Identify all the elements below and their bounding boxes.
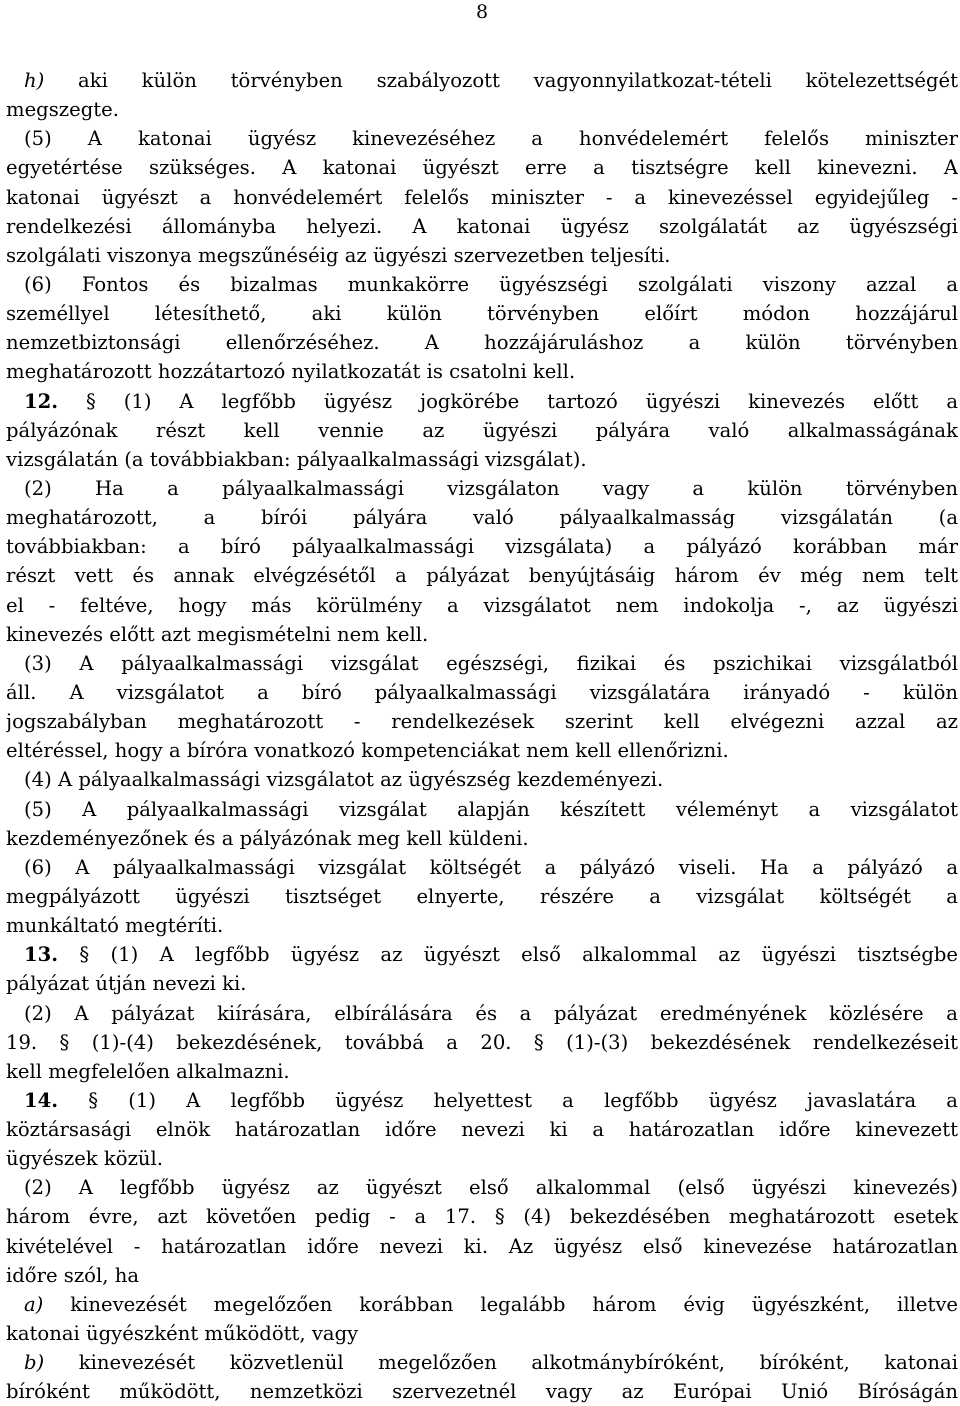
text-line: (5) A pályaalkalmassági vizsgálat alapján készített véleményt a vizsgálatot: [24, 797, 958, 821]
text-line: bíróként működött, nemzetközi szervezetnél vagy az Európai Unió Bíróságán: [6, 1380, 958, 1404]
section-number: 13.: [24, 943, 59, 967]
text-line: 19. § (1)-(4) bekezdésének, továbbá a 20. § (1)-(3) bekezdésének rendelkezéseit: [6, 1030, 958, 1054]
text-line: vizsgálatán (a továbbiakban: pályaalkalmassági vizsgálat).: [6, 447, 587, 471]
section-number: 14.: [24, 1088, 59, 1112]
text-line: (2) A pályázat kiírására, elbírálására és a pályázat eredményének közlésére a: [24, 1001, 958, 1025]
text-line: 14. § (1) A legfőbb ügyész helyettest a legfőbb ügyész javaslatára a: [24, 1088, 958, 1112]
document-body: [6, 66, 958, 1406]
text-line: meghatározott hozzátartozó nyilatkozatát is csatolni kell.: [6, 360, 576, 384]
text-line: továbbiakban: a bíró pályaalkalmassági vizsgálata) a pályázó korábban már: [6, 535, 958, 559]
text-line: jogszabályban meghatározott - rendelkezések szerint kell elvégezni azzal az: [6, 710, 958, 734]
text-line: (2) Ha a pályaalkalmassági vizsgálaton vagy a külön törvényben: [24, 476, 958, 500]
section-number: 12.: [24, 389, 59, 413]
text-line: a) kinevezését megelőzően korábban legalább három évig ügyészként, illetve: [24, 1292, 958, 1316]
text-line: megpályázott ügyészi tisztséget elnyerte, részére a vizsgálat költségét a: [6, 884, 958, 908]
text-line: (6) A pályaalkalmassági vizsgálat költségét a pályázó viseli. Ha a pályázó a: [24, 855, 958, 879]
list-marker: h): [24, 69, 45, 92]
page-number: 8: [475, 1, 489, 23]
text-line: (4) A pályaalkalmassági vizsgálatot az ügyészség kezdeményezi.: [24, 768, 664, 792]
text-line: nemzetbiztonsági ellenőrzéséhez. A hozzájáruláshoz a külön törvényben: [6, 331, 958, 355]
text-line: kezdeményezőnek és a pályázónak meg kell küldeni.: [6, 826, 529, 850]
text-line: meghatározott, a bírói pályára való pályaalkalmasság vizsgálatán (a: [6, 506, 958, 530]
text-line: eltéréssel, hogy a bíróra vonatkozó kompetenciákat nem kell ellenőrizni.: [6, 739, 729, 763]
list-marker: a): [24, 1292, 44, 1316]
text-line: 12. § (1) A legfőbb ügyész jogkörébe tartozó ügyészi kinevezés előtt a: [24, 389, 958, 413]
text-line: kell megfelelően alkalmazni.: [6, 1059, 290, 1083]
list-marker: b): [24, 1351, 45, 1375]
text-line: el - feltéve, hogy más körülmény a vizsgálatot nem indokolja -, az ügyészi: [6, 593, 958, 617]
text-line: három évre, azt követően pedig - a 17. § (4) bekezdésében meghatározott esetek: [6, 1205, 958, 1229]
text-line: részt vett és annak elvégzésétől a pályázat benyújtásáig három év még nem telt: [6, 564, 958, 588]
text-line: rendelkezési állományba helyezi. A katonai ügyész szolgálatát az ügyészségi: [6, 214, 958, 238]
text-line: egyetértése szükséges. A katonai ügyészt erre a tisztségre kell kinevezni. A: [6, 156, 958, 180]
text-line: ügyészek közül.: [6, 1147, 164, 1171]
text-line: pályázat útján nevezi ki.: [6, 972, 247, 996]
text-line: (3) A pályaalkalmassági vizsgálat egészségi, fizikai és pszichikai vizsgálatból: [24, 651, 958, 675]
text-line: (5) A katonai ügyész kinevezéséhez a honvédelemért felelős miniszter: [24, 127, 958, 151]
text-line: b) kinevezését közvetlenül megelőzően alkotmánybíróként, bíróként, katonai: [24, 1351, 958, 1375]
text-line: katonai ügyészként működött, vagy: [6, 1322, 359, 1346]
text-line: kinevezés előtt azt megismételni nem kell.: [6, 622, 429, 646]
text-line: (2) A legfőbb ügyész az ügyészt első alkalommal (első ügyészi kinevezés): [24, 1176, 958, 1200]
text-line: áll. A vizsgálatot a bíró pályaalkalmassági vizsgálatára irányadó - külön: [6, 680, 958, 704]
text-line: köztársasági elnök határozatlan időre nevezi ki a határozatlan időre kinevezett: [6, 1118, 958, 1142]
text-line: megszegte.: [6, 98, 119, 122]
text-line: h) aki külön törvényben szabályozott vagyonnyilatkozat-tételi kötelezettségét: [24, 69, 958, 92]
text-line: 13. § (1) A legfőbb ügyész az ügyészt első alkalommal az ügyészi tisztségbe: [24, 943, 958, 967]
text-line: kivételével - határozatlan időre nevezi ki. Az ügyész első kinevezése határozatlan: [6, 1234, 958, 1258]
text-line: személlyel létesíthető, aki külön törvényben előírt módon hozzájárul: [6, 302, 958, 326]
text-line: munkáltató megtéríti.: [6, 914, 224, 938]
text-line: (6) Fontos és bizalmas munkakörre ügyészségi szolgálati viszony azzal a: [24, 272, 958, 296]
text-line: katonai ügyészt a honvédelemért felelős miniszter - a kinevezéssel egyidejűleg -: [6, 185, 958, 209]
text-line: pályázónak részt kell vennie az ügyészi pályára való alkalmasságának: [6, 418, 958, 442]
text-line: szolgálati viszonya megszűnéséig az ügyészi szervezetben teljesíti.: [6, 243, 671, 267]
text-line: időre szól, ha: [6, 1263, 139, 1287]
